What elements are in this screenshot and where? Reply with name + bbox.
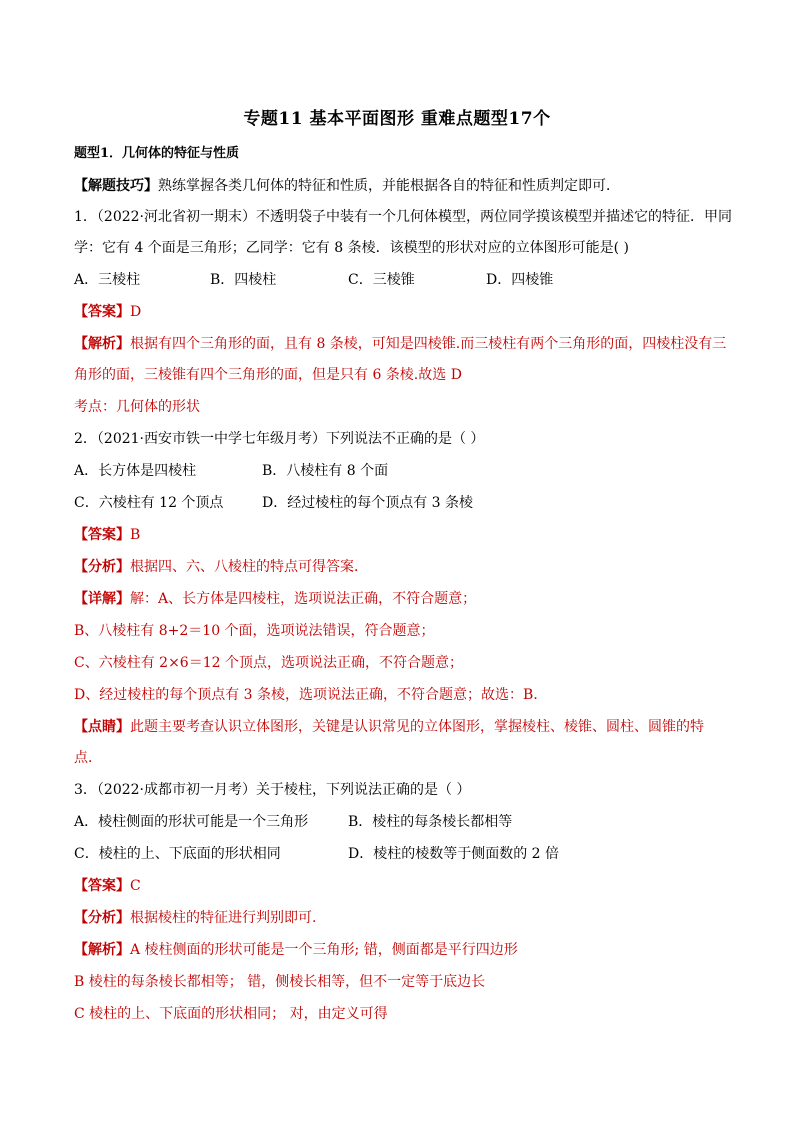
q1-answer <box>74 302 734 322</box>
q3-answer-value: C <box>130 878 141 894</box>
q3-analysis-line1 <box>74 940 734 960</box>
q1-option-c: C．三棱锥 <box>348 272 415 288</box>
q2-fenxi-tag: 【分析】 <box>74 559 130 575</box>
q3-option-c: C．棱柱的上、下底面的形状相同 <box>74 846 281 862</box>
q2-analysis <box>74 557 734 577</box>
q3-analysis-summary <box>74 908 734 928</box>
q2-detail-line1 <box>74 589 734 609</box>
q3-answer-tag: 【答案】 <box>74 878 130 894</box>
q1-option-b: B．四棱柱 <box>210 272 277 288</box>
q3-analysis-line3: C 棱柱的上、下底面的形状相同； 对，由定义可得 <box>74 1006 388 1022</box>
q2-xiangjie-text1: 解：A、长方体是四棱柱，选项说法正确，不符合题意； <box>130 591 477 607</box>
q2-fenxi-text: 根据四、六、八棱柱的特点可得答案． <box>130 559 368 575</box>
q2-option-a: A．长方体是四棱柱 <box>74 463 197 479</box>
q2-detail-line3: C、六棱柱有 2×6＝12 个顶点，选项说法正确，不符合题意； <box>74 655 463 671</box>
q2-dianjing-text1: 此题主要考查认识立体图形，关键是认识常见的立体图形，掌握棱柱、棱锥、圆柱、圆锥的特 <box>130 719 704 735</box>
page-title: 专题11 基本平面图形 重难点题型17个 <box>243 109 551 129</box>
q3-option-d: D．棱柱的棱数等于侧面数的 2 倍 <box>348 846 560 862</box>
q1-option-a: A．三棱柱 <box>74 272 141 288</box>
q2-option-c: C．六棱柱有 12 个顶点 <box>74 495 224 511</box>
q2-option-d: D．经过棱柱的每个顶点有 3 条棱 <box>262 495 474 511</box>
q2-comment-line2: 点． <box>74 750 102 766</box>
q2-option-b: B．八棱柱有 8 个面 <box>262 463 389 479</box>
q3-fenxi-tag: 【分析】 <box>74 910 130 926</box>
q3-analysis-line2: B 棱柱的每条棱长都相等； 错，侧棱长相等，但不一定等于底边长 <box>74 974 486 990</box>
q2-stem: 2．（2021·西安市铁一中学七年级月考）下列说法不正确的是（ ） <box>74 431 485 447</box>
q1-analysis-line1 <box>74 334 734 354</box>
q3-analysis-text1: A 棱柱侧面的形状可能是一个三角形; 错，侧面都是平行四边形 <box>130 942 518 958</box>
q1-stem-line1: 1．（2022·河北省初一期末）不透明袋子中装有一个几何体模型，两位同学摸该模型并描述它的特征．甲同 <box>74 209 732 225</box>
q3-analysis-tag: 【解析】 <box>74 942 130 958</box>
q2-detail-line4: D、经过棱柱的每个顶点有 3 条棱，选项说法正确，不符合题意；故选：B． <box>74 687 548 703</box>
q1-analysis-text1: 根据有四个三角形的面，且有 8 条棱，可知是四棱锥.而三棱柱有两个三角形的面，四棱柱没有三 <box>130 336 727 352</box>
q2-answer-value: B <box>130 527 141 543</box>
section-heading: 题型1．几何体的特征与性质 <box>74 146 240 161</box>
q2-answer-tag: 【答案】 <box>74 527 130 543</box>
q1-analysis-tag: 【解析】 <box>74 336 130 352</box>
tip-paragraph <box>74 176 734 196</box>
q2-answer <box>74 525 734 545</box>
q1-analysis-line2: 角形的面，三棱锥有四个三角形的面，但是只有 6 条棱.故选 D <box>74 367 462 383</box>
q2-detail-line2: B、八棱柱有 8+2＝10 个面，选项说法错误，符合题意； <box>74 623 435 639</box>
q3-answer <box>74 876 734 896</box>
q2-comment-line1 <box>74 717 734 737</box>
q3-stem: 3．（2022·成都市初一月考）关于棱柱，下列说法正确的是（ ） <box>74 782 471 798</box>
tip-text: 熟练掌握各类几何体的特征和性质，并能根据各自的特征和性质判定即可． <box>158 178 620 194</box>
q1-point: 考点：几何体的形状 <box>74 399 200 415</box>
q2-xiangjie-tag: 【详解】 <box>74 591 130 607</box>
tip-tag: 【解题技巧】 <box>74 178 158 194</box>
q1-answer-tag: 【答案】 <box>74 304 130 320</box>
q3-option-b: B．棱柱的每条棱长都相等 <box>348 814 513 830</box>
q2-dianjing-tag: 【点睛】 <box>74 719 130 735</box>
q3-option-a: A．棱柱侧面的形状可能是一个三角形 <box>74 814 309 830</box>
q3-fenxi-text: 根据棱柱的特征进行判别即可. <box>130 910 317 926</box>
q1-option-d: D．四棱锥 <box>486 272 554 288</box>
q1-answer-value: D <box>130 304 142 320</box>
q1-stem-line2: 学：它有 4 个面是三角形；乙同学：它有 8 条棱．该模型的形状对应的立体图形可能是( ) <box>74 240 629 256</box>
